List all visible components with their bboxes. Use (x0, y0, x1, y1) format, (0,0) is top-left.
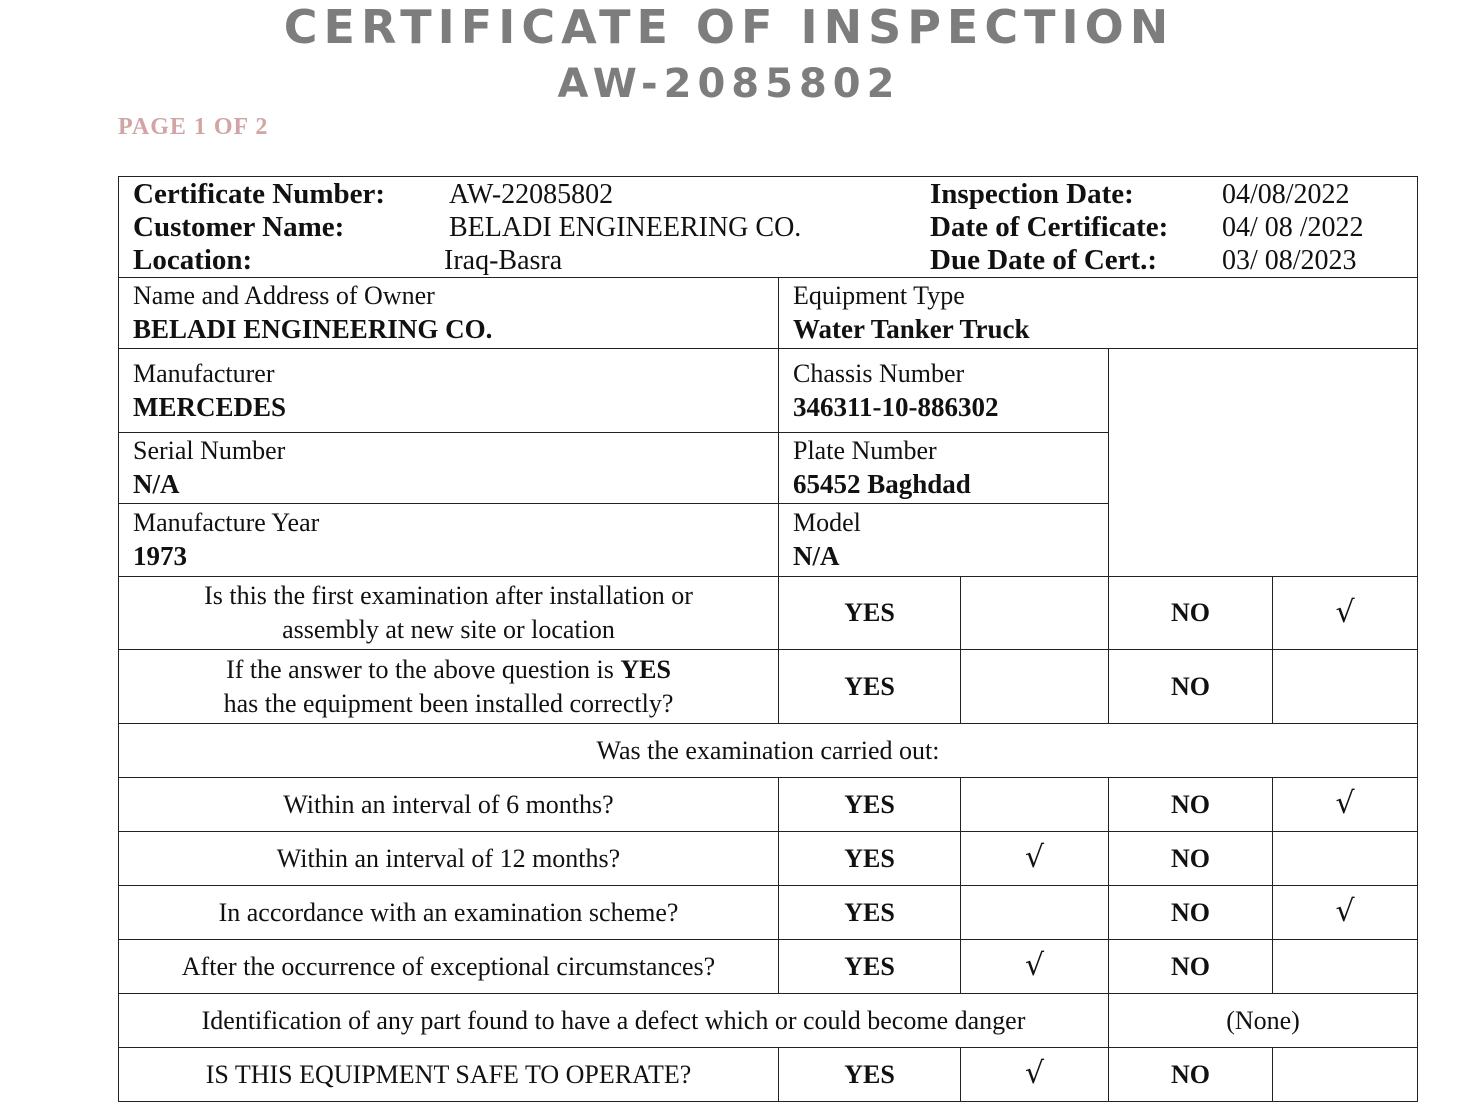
manufacturer-label: Manufacturer (133, 358, 275, 388)
owner-label: Name and Address of Owner (133, 281, 435, 311)
customer-name-label: Customer Name: (133, 210, 345, 243)
no-checkbox[interactable] (1273, 832, 1418, 886)
due-date-label: Due Date of Cert.: (930, 243, 1158, 276)
question-installed-yes-emphasis: YES (620, 654, 671, 684)
defect-row (119, 994, 1418, 1048)
yes-checkbox[interactable] (961, 778, 1109, 832)
location: Iraq-Basra (444, 244, 563, 276)
inspection-table (118, 176, 1418, 1102)
no-label: NO (1109, 778, 1273, 832)
plate-cell (779, 433, 1109, 504)
yes-label: YES (779, 650, 961, 724)
question-row-6-months (119, 778, 1418, 832)
question-row-first-exam (119, 577, 1418, 650)
serial-cell (119, 433, 779, 504)
manufacturer-value: MERCEDES (133, 391, 287, 422)
chassis-cell (779, 349, 1109, 433)
yes-checkbox[interactable] (961, 886, 1109, 940)
manufacturer-row (119, 349, 1418, 433)
checkmark-icon: √ (1024, 1056, 1045, 1092)
no-label: NO (1109, 650, 1273, 724)
year-label: Manufacture Year (133, 508, 320, 538)
serial-label: Serial Number (133, 436, 286, 466)
question-exceptional: After the occurrence of exceptional circumstances? (119, 940, 779, 994)
year-cell (119, 504, 779, 577)
yes-checkbox[interactable] (961, 1048, 1109, 1102)
manufacturer-cell (119, 349, 779, 433)
header-row (119, 177, 1418, 278)
yes-label: YES (779, 577, 961, 650)
yes-label: YES (779, 886, 961, 940)
certificate-code: AW-2085802 (557, 61, 901, 107)
no-checkbox[interactable] (1273, 577, 1418, 650)
yes-checkbox[interactable] (961, 650, 1109, 724)
question-first-exam-line2: assembly at new site or location (282, 615, 615, 644)
model-value: N/A (793, 541, 840, 572)
location-label: Location: (133, 243, 253, 276)
inspection-date-label: Inspection Date: (930, 177, 1134, 210)
checkmark-icon: √ (1335, 594, 1355, 630)
year-value: 1973 (133, 541, 187, 572)
certificate-number-label: Certificate Number: (133, 177, 386, 210)
safe-row (119, 1048, 1418, 1102)
no-label: NO (1109, 832, 1273, 886)
owner-row (119, 278, 1418, 349)
equipment-type-label: Equipment Type (793, 281, 965, 311)
question-row-exceptional (119, 940, 1418, 994)
question-safe: IS THIS EQUIPMENT SAFE TO OPERATE? (119, 1048, 779, 1102)
equipment-type-cell (779, 278, 1418, 349)
model-label: Model (793, 508, 861, 538)
no-checkbox[interactable] (1273, 1048, 1418, 1102)
customer-name: BELADI ENGINEERING CO. (449, 211, 802, 243)
blank-photo-cell (1109, 349, 1418, 577)
checkmark-icon: √ (1024, 840, 1045, 876)
no-label: NO (1109, 940, 1273, 994)
plate-value: 65452 Baghdad (793, 469, 971, 500)
checkmark-icon: √ (1335, 786, 1355, 822)
equipment-type-value: Water Tanker Truck (793, 314, 1030, 345)
yes-checkbox[interactable] (961, 577, 1109, 650)
plate-label: Plate Number (793, 436, 937, 466)
yes-label: YES (779, 778, 961, 832)
no-label: NO (1109, 1048, 1273, 1102)
serial-value: N/A (133, 469, 180, 500)
no-label: NO (1109, 886, 1273, 940)
section-row (119, 724, 1418, 778)
question-row-installed (119, 650, 1418, 724)
yes-checkbox[interactable] (961, 940, 1109, 994)
owner-value: BELADI ENGINEERING CO. (133, 314, 493, 345)
due-date: 03/ 08/2023 (1222, 244, 1357, 276)
no-checkbox[interactable] (1273, 650, 1418, 724)
checkmark-icon: √ (1024, 948, 1045, 984)
inspection-date: 04/08/2022 (1222, 178, 1350, 210)
checkmark-icon: √ (1335, 894, 1355, 930)
chassis-value: 346311-10-886302 (793, 391, 999, 422)
page-indicator: PAGE 1 OF 2 (118, 114, 269, 140)
yes-checkbox[interactable] (961, 832, 1109, 886)
no-label: NO (1109, 577, 1273, 650)
no-checkbox[interactable] (1273, 778, 1418, 832)
question-12-months: Within an interval of 12 months? (119, 832, 779, 886)
certificate-title: CERTIFICATE OF INSPECTION (283, 0, 1175, 54)
question-row-scheme (119, 886, 1418, 940)
question-installed-line1: If the answer to the above question is (226, 654, 614, 684)
no-checkbox[interactable] (1273, 886, 1418, 940)
no-checkbox[interactable] (1273, 940, 1418, 994)
question-installed (119, 650, 779, 724)
question-scheme: In accordance with an examination scheme? (119, 886, 779, 940)
certificate-number: AW-22085802 (449, 178, 614, 210)
defect-question: Identification of any part found to have a defect which or could become danger (119, 994, 1109, 1048)
question-installed-line2: has the equipment been installed correctly? (223, 688, 674, 718)
section-heading: Was the examination carried out: (119, 724, 1418, 778)
date-of-certificate-label: Date of Certificate: (930, 210, 1169, 243)
defect-value: (None) (1109, 994, 1418, 1048)
question-6-months: Within an interval of 6 months? (119, 778, 779, 832)
yes-label: YES (779, 832, 961, 886)
question-row-12-months (119, 832, 1418, 886)
model-cell (779, 504, 1109, 577)
owner-cell (119, 278, 779, 349)
chassis-label: Chassis Number (793, 358, 965, 388)
yes-label: YES (779, 940, 961, 994)
question-first-exam-line1: Is this the first examination after installation or (204, 581, 693, 610)
date-of-certificate: 04/ 08 /2022 (1222, 211, 1364, 243)
question-first-exam (119, 577, 779, 650)
certificate-header (119, 177, 1418, 278)
yes-label: YES (779, 1048, 961, 1102)
